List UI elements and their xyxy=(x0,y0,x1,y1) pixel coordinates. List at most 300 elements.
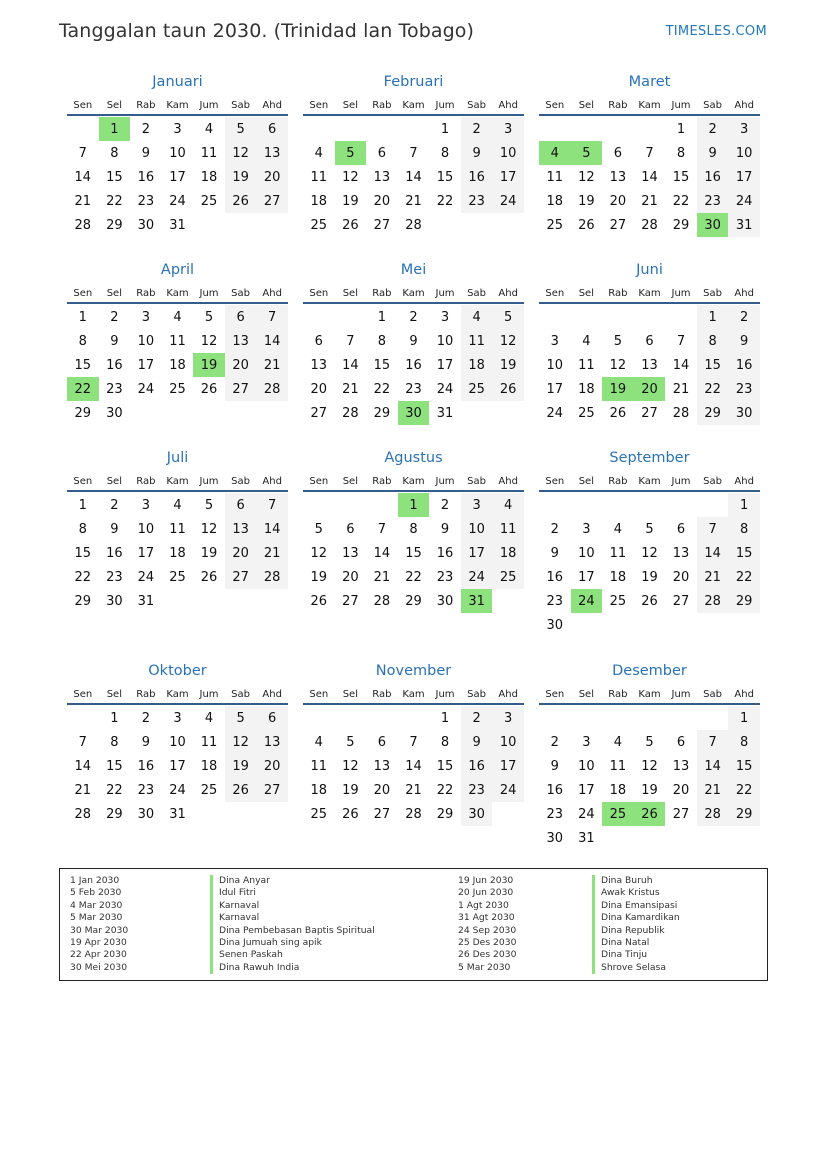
month-desember xyxy=(539,661,760,850)
day-cell: 4 xyxy=(204,710,214,726)
legend-holiday-date: 19 Apr 2030 xyxy=(70,936,127,948)
day-cell: 14 xyxy=(405,758,422,774)
day-cell: 12 xyxy=(225,730,257,754)
day-cell: 3 xyxy=(582,521,591,537)
legend-holiday-name: Dina Republik xyxy=(592,925,680,937)
day-cell: 19 xyxy=(310,569,328,585)
day-cell: 17 xyxy=(492,165,524,189)
holiday-day-cell: 1 xyxy=(398,493,430,517)
day-cell: 15 xyxy=(728,541,760,565)
day-cell: 20 xyxy=(256,165,288,189)
day-cell: 17 xyxy=(169,169,186,185)
weekday-label: Rab xyxy=(372,99,392,111)
day-cell: 25 xyxy=(169,569,186,585)
day-cell: 17 xyxy=(578,569,595,585)
weekday-label: Rab xyxy=(136,475,156,487)
day-cell: 13 xyxy=(256,730,288,754)
month-juni xyxy=(539,260,760,425)
empty-cell xyxy=(634,305,666,329)
day-grid xyxy=(303,305,524,425)
day-cell: 8 xyxy=(440,734,450,750)
day-grid xyxy=(539,706,760,850)
day-cell: 13 xyxy=(342,545,359,561)
day-grid xyxy=(539,305,760,425)
day-cell: 19 xyxy=(342,782,359,798)
empty-cell xyxy=(697,493,729,517)
day-cell: 29 xyxy=(405,593,422,609)
day-cell: 26 xyxy=(609,405,627,421)
day-cell: 30 xyxy=(546,617,564,633)
day-cell: 18 xyxy=(578,381,595,397)
day-cell: 2 xyxy=(440,497,450,513)
weekday-label: Ahd xyxy=(498,688,518,700)
legend-holiday-date: 25 Des 2030 xyxy=(458,936,517,948)
day-grid xyxy=(303,493,524,613)
day-cell: 4 xyxy=(492,493,524,517)
day-cell: 24 xyxy=(137,569,155,585)
day-cell: 4 xyxy=(613,734,623,750)
day-grid xyxy=(303,117,524,237)
empty-cell xyxy=(634,493,666,517)
weekday-label: Kam xyxy=(402,287,425,299)
day-cell: 5 xyxy=(346,734,355,750)
weekday-label: Rab xyxy=(608,287,628,299)
weekday-header xyxy=(67,96,288,116)
weekday-label: Sel xyxy=(342,688,358,700)
day-cell: 26 xyxy=(578,217,595,233)
day-cell: 5 xyxy=(314,521,323,537)
day-cell: 4 xyxy=(613,521,623,537)
day-cell: 8 xyxy=(697,329,729,353)
day-grid xyxy=(67,117,288,237)
holiday-day-cell: 4 xyxy=(539,141,571,165)
month-name: Desember xyxy=(612,663,687,679)
day-cell: 15 xyxy=(106,758,123,774)
day-cell: 11 xyxy=(609,758,627,774)
weekday-label: Sen xyxy=(73,475,93,487)
day-cell: 2 xyxy=(141,710,151,726)
weekday-header xyxy=(539,284,760,304)
weekday-label: Kam xyxy=(402,688,425,700)
weekday-header xyxy=(539,685,760,705)
empty-cell xyxy=(335,117,367,141)
weekday-label: Sab xyxy=(231,475,250,487)
month-maret xyxy=(539,72,760,237)
day-cell: 29 xyxy=(74,593,92,609)
day-cell: 23 xyxy=(405,381,422,397)
weekday-label: Sel xyxy=(106,475,122,487)
day-cell: 16 xyxy=(461,754,493,778)
day-cell: 4 xyxy=(314,145,323,161)
day-cell: 27 xyxy=(672,593,690,609)
day-cell: 18 xyxy=(200,169,218,185)
day-cell: 16 xyxy=(106,545,123,561)
weekday-label: Sab xyxy=(231,688,250,700)
weekday-label: Ahd xyxy=(734,688,754,700)
day-cell: 29 xyxy=(697,401,729,425)
legend-holiday-name: Dina Tinju xyxy=(592,949,680,961)
day-cell: 1 xyxy=(440,710,450,726)
day-cell: 16 xyxy=(405,357,422,373)
month-april xyxy=(67,260,288,425)
day-cell: 2 xyxy=(141,121,151,137)
day-cell: 1 xyxy=(78,497,87,513)
weekday-label: Sen xyxy=(73,99,93,111)
day-cell: 12 xyxy=(200,521,218,537)
weekday-label: Sen xyxy=(545,287,565,299)
day-cell: 21 xyxy=(342,381,359,397)
month-juli xyxy=(67,448,288,613)
day-cell: 28 xyxy=(697,589,729,613)
day-grid xyxy=(67,493,288,613)
day-cell: 16 xyxy=(728,353,760,377)
day-cell: 2 xyxy=(110,309,119,325)
weekday-label: Sab xyxy=(231,287,250,299)
legend-holiday-date: 20 Jun 2030 xyxy=(458,887,514,899)
empty-cell xyxy=(602,117,634,141)
day-cell: 27 xyxy=(641,405,658,421)
day-cell: 26 xyxy=(492,377,524,401)
legend-holiday-name: Dina Buruh xyxy=(592,875,680,887)
legend-holiday-date: 1 Jan 2030 xyxy=(70,875,120,886)
day-cell: 18 xyxy=(461,353,493,377)
day-cell: 6 xyxy=(314,333,323,349)
day-cell: 2 xyxy=(110,497,119,513)
weekday-label: Sab xyxy=(467,99,486,111)
day-cell: 19 xyxy=(200,545,218,561)
day-cell: 26 xyxy=(225,778,257,802)
legend-holiday-date: 30 Mar 2030 xyxy=(70,924,129,936)
weekday-label: Kam xyxy=(638,475,661,487)
day-cell: 29 xyxy=(106,217,123,233)
day-cell: 21 xyxy=(256,353,288,377)
empty-cell xyxy=(571,117,603,141)
day-cell: 14 xyxy=(641,169,658,185)
day-cell: 21 xyxy=(405,193,422,209)
day-grid xyxy=(539,117,760,237)
weekday-header xyxy=(67,284,288,304)
weekday-label: Sel xyxy=(578,688,594,700)
weekday-label: Sel xyxy=(578,287,594,299)
day-cell: 4 xyxy=(314,734,323,750)
day-cell: 8 xyxy=(78,333,87,349)
page-title: Tanggalan taun 2030. (Trinidad lan Tobago) xyxy=(59,20,475,42)
weekday-header xyxy=(67,472,288,492)
day-cell: 28 xyxy=(74,806,92,822)
weekday-header xyxy=(303,284,524,304)
legend-holiday-date: 1 Agt 2030 xyxy=(458,899,509,911)
day-cell: 6 xyxy=(676,734,686,750)
day-cell: 21 xyxy=(697,565,729,589)
day-cell: 17 xyxy=(137,357,155,373)
day-cell: 15 xyxy=(106,169,123,185)
legend-holiday-date: 4 Mar 2030 xyxy=(70,899,123,911)
day-cell: 4 xyxy=(173,309,182,325)
weekday-label: Jum xyxy=(435,99,455,111)
day-cell: 29 xyxy=(74,405,92,421)
day-cell: 22 xyxy=(373,381,391,397)
day-cell: 10 xyxy=(169,734,186,750)
empty-cell xyxy=(539,117,571,141)
day-cell: 4 xyxy=(461,305,493,329)
day-cell: 1 xyxy=(697,305,729,329)
day-cell: 5 xyxy=(613,333,623,349)
day-cell: 6 xyxy=(645,333,654,349)
weekday-label: Sen xyxy=(73,688,93,700)
day-cell: 16 xyxy=(436,545,454,561)
empty-cell xyxy=(366,493,398,517)
day-cell: 18 xyxy=(609,569,627,585)
month-agustus xyxy=(303,448,524,613)
weekday-label: Sab xyxy=(703,287,722,299)
empty-cell xyxy=(366,117,398,141)
day-cell: 30 xyxy=(106,405,123,421)
day-cell: 24 xyxy=(492,189,524,213)
day-cell: 18 xyxy=(546,193,564,209)
empty-cell xyxy=(366,706,398,730)
day-cell: 19 xyxy=(225,754,257,778)
weekday-label: Ahd xyxy=(262,475,282,487)
weekday-header xyxy=(303,96,524,116)
month-november xyxy=(303,661,524,826)
day-cell: 19 xyxy=(492,353,524,377)
day-cell: 10 xyxy=(578,758,595,774)
day-cell: 4 xyxy=(173,497,182,513)
day-cell: 26 xyxy=(342,806,359,822)
day-cell: 17 xyxy=(169,758,186,774)
weekday-label: Jum xyxy=(671,287,691,299)
day-cell: 20 xyxy=(342,569,359,585)
holiday-day-cell: 25 xyxy=(602,802,634,826)
day-cell: 27 xyxy=(342,593,359,609)
day-cell: 28 xyxy=(74,217,92,233)
weekday-header xyxy=(303,685,524,705)
day-cell: 12 xyxy=(641,758,658,774)
weekday-label: Sel xyxy=(578,99,594,111)
weekday-label: Rab xyxy=(608,99,628,111)
day-cell: 18 xyxy=(492,541,524,565)
day-cell: 7 xyxy=(346,333,355,349)
day-cell: 18 xyxy=(200,758,218,774)
day-cell: 22 xyxy=(436,782,454,798)
legend-holiday-name: Dina Kamardikan xyxy=(592,912,680,924)
day-cell: 3 xyxy=(582,734,591,750)
day-cell: 19 xyxy=(641,782,658,798)
day-cell: 19 xyxy=(641,569,658,585)
day-cell: 2 xyxy=(550,521,559,537)
day-cell: 3 xyxy=(492,706,524,730)
day-cell: 9 xyxy=(550,545,559,561)
day-cell: 16 xyxy=(697,165,729,189)
day-cell: 9 xyxy=(461,730,493,754)
day-cell: 10 xyxy=(578,545,595,561)
day-cell: 20 xyxy=(672,569,690,585)
weekday-label: Sel xyxy=(342,99,358,111)
day-cell: 17 xyxy=(578,782,595,798)
empty-cell xyxy=(602,493,634,517)
day-cell: 21 xyxy=(672,381,690,397)
day-cell: 28 xyxy=(256,565,288,589)
day-cell: 21 xyxy=(373,569,391,585)
weekday-label: Ahd xyxy=(498,475,518,487)
holiday-day-cell: 5 xyxy=(571,141,603,165)
weekday-header xyxy=(67,685,288,705)
day-cell: 29 xyxy=(436,806,454,822)
weekday-label: Ahd xyxy=(734,99,754,111)
day-cell: 20 xyxy=(225,541,257,565)
day-cell: 24 xyxy=(436,381,454,397)
day-cell: 14 xyxy=(672,357,690,373)
day-cell: 28 xyxy=(641,217,658,233)
day-cell: 6 xyxy=(676,521,686,537)
day-cell: 29 xyxy=(106,806,123,822)
day-cell: 7 xyxy=(645,145,654,161)
month-september xyxy=(539,448,760,637)
day-cell: 7 xyxy=(78,734,87,750)
day-cell: 3 xyxy=(173,121,182,137)
weekday-label: Rab xyxy=(608,688,628,700)
weekday-label: Ahd xyxy=(498,287,518,299)
weekday-label: Kam xyxy=(166,688,189,700)
day-cell: 24 xyxy=(578,806,595,822)
weekday-label: Sen xyxy=(309,99,329,111)
day-cell: 8 xyxy=(110,145,119,161)
day-cell: 4 xyxy=(582,333,591,349)
day-cell: 28 xyxy=(342,405,359,421)
empty-cell xyxy=(571,706,603,730)
empty-cell xyxy=(67,706,99,730)
day-cell: 14 xyxy=(697,754,729,778)
weekday-label: Sen xyxy=(309,287,329,299)
weekday-label: Rab xyxy=(136,99,156,111)
day-cell: 25 xyxy=(310,217,328,233)
empty-cell xyxy=(539,305,571,329)
day-cell: 30 xyxy=(436,593,454,609)
day-cell: 14 xyxy=(256,517,288,541)
day-cell: 10 xyxy=(461,517,493,541)
weekday-label: Jum xyxy=(199,688,219,700)
empty-cell xyxy=(398,117,430,141)
empty-cell xyxy=(335,493,367,517)
empty-cell xyxy=(571,493,603,517)
day-cell: 2 xyxy=(461,117,493,141)
holiday-day-cell: 22 xyxy=(67,377,99,401)
day-grid xyxy=(67,305,288,425)
day-cell: 15 xyxy=(672,169,690,185)
holiday-day-cell: 24 xyxy=(571,589,603,613)
day-cell: 7 xyxy=(697,730,729,754)
day-cell: 17 xyxy=(461,541,493,565)
day-cell: 25 xyxy=(169,381,186,397)
day-cell: 17 xyxy=(436,357,454,373)
legend-holiday-name: Dina Pembebasan Baptis Spiritual xyxy=(210,925,375,937)
legend-holiday-date: 5 Feb 2030 xyxy=(70,887,122,899)
day-cell: 28 xyxy=(256,377,288,401)
day-cell: 12 xyxy=(225,141,257,165)
day-cell: 1 xyxy=(728,493,760,517)
empty-cell xyxy=(665,305,697,329)
weekday-label: Jum xyxy=(671,99,691,111)
month-februari xyxy=(303,72,524,237)
day-cell: 24 xyxy=(492,778,524,802)
day-cell: 22 xyxy=(672,193,690,209)
day-cell: 5 xyxy=(225,706,257,730)
day-cell: 13 xyxy=(609,169,627,185)
empty-cell xyxy=(303,493,335,517)
day-cell: 10 xyxy=(492,141,524,165)
brand-link[interactable]: TIMESLES.COM xyxy=(665,24,767,39)
day-cell: 23 xyxy=(546,593,564,609)
day-cell: 23 xyxy=(697,189,729,213)
day-cell: 11 xyxy=(578,357,595,373)
day-cell: 13 xyxy=(256,141,288,165)
legend-holiday-name: Shrove Selasa xyxy=(592,962,680,974)
day-cell: 12 xyxy=(310,545,328,561)
day-cell: 5 xyxy=(645,521,654,537)
day-cell: 12 xyxy=(200,333,218,349)
day-cell: 11 xyxy=(200,145,218,161)
day-cell: 15 xyxy=(728,754,760,778)
weekday-label: Kam xyxy=(166,99,189,111)
legend-holiday-date: 31 Agt 2030 xyxy=(458,912,515,924)
day-cell: 24 xyxy=(169,193,186,209)
day-cell: 21 xyxy=(641,193,658,209)
day-cell: 31 xyxy=(578,830,595,846)
day-cell: 14 xyxy=(405,169,422,185)
weekday-label: Kam xyxy=(638,688,661,700)
weekday-label: Sab xyxy=(703,688,722,700)
day-cell: 11 xyxy=(310,758,328,774)
weekday-label: Kam xyxy=(638,287,661,299)
weekday-label: Sab xyxy=(703,99,722,111)
day-cell: 15 xyxy=(373,357,391,373)
legend-holiday-name: Dina Emansipasi xyxy=(592,900,680,912)
legend-holiday-name: Dina Jumuah sing apik xyxy=(210,937,375,949)
day-cell: 10 xyxy=(546,357,564,373)
day-cell: 13 xyxy=(225,329,257,353)
weekday-label: Jum xyxy=(671,688,691,700)
month-name: Agustus xyxy=(384,450,443,466)
day-cell: 7 xyxy=(78,145,87,161)
weekday-label: Kam xyxy=(402,99,425,111)
day-cell: 10 xyxy=(137,521,155,537)
day-cell: 12 xyxy=(342,758,359,774)
day-cell: 18 xyxy=(609,782,627,798)
day-cell: 2 xyxy=(728,305,760,329)
day-cell: 27 xyxy=(256,189,288,213)
day-cell: 15 xyxy=(436,169,454,185)
day-cell: 20 xyxy=(373,193,391,209)
empty-cell xyxy=(665,706,697,730)
day-cell: 11 xyxy=(461,329,493,353)
day-cell: 22 xyxy=(74,569,92,585)
day-cell: 16 xyxy=(106,357,123,373)
day-cell: 25 xyxy=(492,565,524,589)
day-cell: 16 xyxy=(137,169,155,185)
day-cell: 10 xyxy=(169,145,186,161)
day-cell: 11 xyxy=(310,169,328,185)
weekday-label: Ahd xyxy=(498,99,518,111)
weekday-header xyxy=(539,96,760,116)
day-cell: 19 xyxy=(342,193,359,209)
day-cell: 16 xyxy=(546,569,564,585)
day-cell: 30 xyxy=(461,802,493,826)
day-cell: 23 xyxy=(137,193,155,209)
month-name: Februari xyxy=(383,74,444,90)
holiday-day-cell: 20 xyxy=(634,377,666,401)
day-cell: 7 xyxy=(409,145,418,161)
legend-right-dates xyxy=(458,875,516,974)
